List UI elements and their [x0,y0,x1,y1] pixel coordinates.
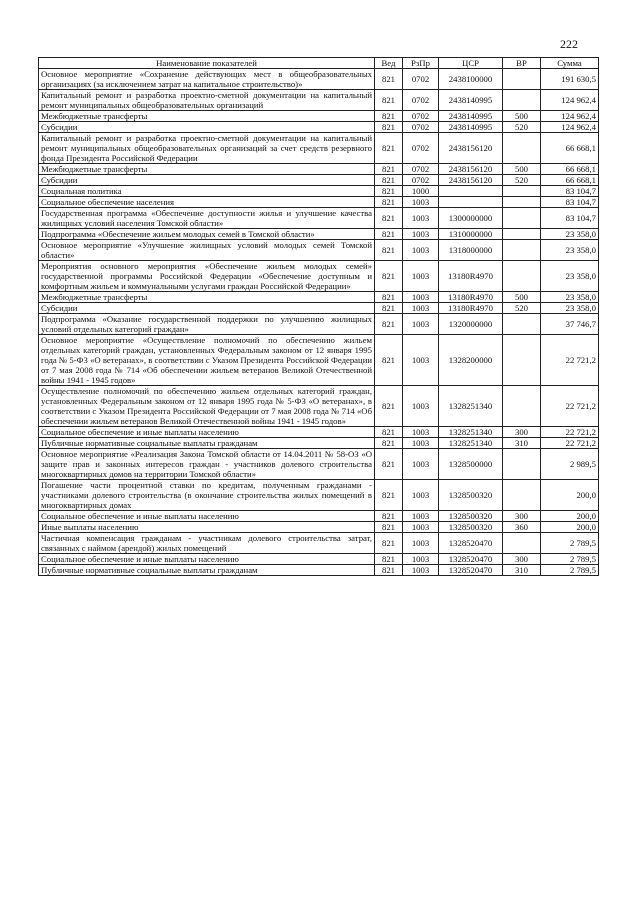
cell-csr: 1328251340 [439,427,503,438]
cell-name: Иные выплаты населению [39,522,375,533]
cell-ved: 821 [375,229,403,240]
cell-rzpr: 0702 [403,122,439,133]
table-row [39,69,599,90]
cell-vr [503,335,541,386]
cell-name: Субсидии [39,303,375,314]
cell-sum: 22 721,2 [541,438,599,449]
header-csr: ЦСР [439,58,503,69]
cell-csr: 1328500320 [439,511,503,522]
cell-name: Основное мероприятие «Улучшение жилищных условий молодых семей Томской области» [39,240,375,261]
table-row [39,565,599,576]
cell-ved: 821 [375,261,403,292]
cell-ved: 821 [375,449,403,480]
cell-rzpr: 1003 [403,261,439,292]
cell-name: Подпрограмма «Обеспечение жильем молодых семей в Томской области» [39,229,375,240]
cell-rzpr: 1003 [403,427,439,438]
cell-ved: 821 [375,511,403,522]
cell-sum: 23 358,0 [541,229,599,240]
cell-csr: 1328251340 [439,438,503,449]
cell-name: Субсидии [39,175,375,186]
cell-rzpr: 0702 [403,111,439,122]
cell-csr: 2438156120 [439,133,503,164]
table-row [39,111,599,122]
cell-ved: 821 [375,554,403,565]
cell-csr: 1328500000 [439,449,503,480]
cell-ved: 821 [375,186,403,197]
cell-rzpr: 0702 [403,175,439,186]
cell-csr: 1328200000 [439,335,503,386]
cell-name: Социальное обеспечение и иные выплаты населению [39,554,375,565]
cell-rzpr: 0702 [403,69,439,90]
cell-vr [503,240,541,261]
cell-rzpr: 1003 [403,240,439,261]
cell-rzpr: 1003 [403,208,439,229]
cell-name: Субсидии [39,122,375,133]
table-row [39,90,599,111]
cell-ved: 821 [375,240,403,261]
table-row [39,175,599,186]
cell-vr [503,186,541,197]
cell-csr [439,186,503,197]
cell-vr [503,229,541,240]
cell-sum: 83 104,7 [541,186,599,197]
table-row [39,197,599,208]
cell-vr [503,208,541,229]
cell-sum: 22 721,2 [541,335,599,386]
table-row [39,533,599,554]
cell-name: Подпрограмма «Оказание государственной поддержки по улучшению жилищных условий отдельных категорий граждан» [39,314,375,335]
header-rzpr: РзПр [403,58,439,69]
cell-csr: 1328500320 [439,480,503,511]
cell-csr: 1320000000 [439,314,503,335]
header-vr: ВР [503,58,541,69]
cell-csr: 2438140995 [439,122,503,133]
cell-sum: 2 789,5 [541,554,599,565]
cell-ved: 821 [375,175,403,186]
cell-sum: 66 668,1 [541,164,599,175]
cell-csr: 1300000000 [439,208,503,229]
cell-name: Капитальный ремонт и разработка проектно-сметной документации на капитальный ремонт муниципальных общеобразовательных организаций за счет средств резервного фонда Президента Российской Федерации [39,133,375,164]
cell-ved: 821 [375,208,403,229]
cell-vr [503,449,541,480]
cell-vr: 520 [503,175,541,186]
cell-ved: 821 [375,522,403,533]
cell-name: Социальное обеспечение населения [39,197,375,208]
cell-csr: 2438140995 [439,90,503,111]
cell-rzpr: 1003 [403,480,439,511]
cell-sum: 66 668,1 [541,175,599,186]
table-row [39,522,599,533]
table-row [39,229,599,240]
cell-vr [503,133,541,164]
cell-ved: 821 [375,292,403,303]
cell-rzpr: 1003 [403,229,439,240]
cell-sum: 23 358,0 [541,292,599,303]
cell-rzpr: 1003 [403,533,439,554]
cell-vr: 360 [503,522,541,533]
cell-csr: 1328251340 [439,386,503,427]
cell-vr: 300 [503,511,541,522]
cell-ved: 821 [375,386,403,427]
cell-vr [503,314,541,335]
cell-ved: 821 [375,133,403,164]
table-row [39,438,599,449]
cell-sum: 23 358,0 [541,240,599,261]
cell-vr: 520 [503,122,541,133]
table-row [39,314,599,335]
cell-csr: 2438140995 [439,111,503,122]
cell-vr [503,533,541,554]
cell-name: Государственная программа «Обеспечение доступности жилья и улучшение качества жилищных условий населения Томской области» [39,208,375,229]
header-ved: Вед [375,58,403,69]
cell-sum: 37 746,7 [541,314,599,335]
cell-sum: 83 104,7 [541,208,599,229]
cell-vr [503,90,541,111]
cell-vr: 500 [503,111,541,122]
table-row [39,449,599,480]
cell-name: Осуществление полномочий по обеспечению жильем отдельных категорий граждан, установленных Федеральным законом от 12 января 1995 года № 5-ФЗ «О ветеранах», в соответствии с Указом Президента Российской Федерации от 7 мая 2008 года № 714 «Об обеспечении жильем ветеранов Великой Отечественной войны 1941 - 1945 годов» [39,386,375,427]
cell-name: Основное мероприятие «Осуществление полномочий по обеспечению жильем отдельных категорий граждан, установленных Федеральным законом от 12 января 1995 года № 5-ФЗ «О ветеранах», в соответствии с Указом Президента Российской Федерации от 7 мая 2008 года № 714 «Об обеспечении жильем ветеранов Великой Отечественной войны 1941 - 1945 годов» [39,335,375,386]
table-row [39,208,599,229]
table-row [39,261,599,292]
cell-vr: 310 [503,438,541,449]
cell-csr: 13180R4970 [439,303,503,314]
cell-rzpr: 1003 [403,335,439,386]
cell-name: Межбюджетные трансферты [39,164,375,175]
cell-csr: 2438156120 [439,164,503,175]
cell-name: Межбюджетные трансферты [39,292,375,303]
cell-csr: 1328520470 [439,533,503,554]
table-row [39,386,599,427]
table-row [39,240,599,261]
cell-name: Публичные нормативные социальные выплаты гражданам [39,565,375,576]
cell-rzpr: 1003 [403,565,439,576]
cell-sum: 66 668,1 [541,133,599,164]
cell-rzpr: 1000 [403,186,439,197]
cell-ved: 821 [375,565,403,576]
table-row [39,554,599,565]
cell-sum: 124 962,4 [541,111,599,122]
cell-ved: 821 [375,197,403,208]
table-row [39,303,599,314]
cell-rzpr: 1003 [403,314,439,335]
cell-csr: 1328500320 [439,522,503,533]
cell-name: Публичные нормативные социальные выплаты гражданам [39,438,375,449]
cell-vr [503,480,541,511]
cell-vr: 500 [503,292,541,303]
cell-ved: 821 [375,533,403,554]
budget-table [38,57,599,576]
cell-csr [439,197,503,208]
cell-sum: 124 962,4 [541,122,599,133]
cell-vr [503,261,541,292]
cell-name: Социальное обеспечение и иные выплаты населению [39,511,375,522]
cell-vr [503,197,541,208]
cell-name: Социальное обеспечение и иные выплаты населению [39,427,375,438]
cell-csr: 13180R4970 [439,292,503,303]
cell-vr [503,69,541,90]
cell-csr: 1318000000 [439,240,503,261]
table-row [39,427,599,438]
cell-ved: 821 [375,111,403,122]
cell-vr: 310 [503,565,541,576]
cell-sum: 191 630,5 [541,69,599,90]
cell-name: Основное мероприятие «Реализация Закона Томской области от 14.04.2011 № 58-ОЗ «О защите прав и законных интересов граждан - участников долевого строительства многоквартирных домов на территории Томской области» [39,449,375,480]
cell-vr: 520 [503,303,541,314]
cell-rzpr: 0702 [403,133,439,164]
table-header-row [39,58,599,69]
cell-vr: 300 [503,427,541,438]
table-row [39,164,599,175]
cell-sum: 22 721,2 [541,386,599,427]
page-number: 222 [560,37,578,51]
table-row [39,186,599,197]
cell-vr [503,386,541,427]
cell-sum: 22 721,2 [541,427,599,438]
cell-rzpr: 1003 [403,197,439,208]
cell-csr: 1310000000 [439,229,503,240]
cell-sum: 2 989,5 [541,449,599,480]
cell-rzpr: 1003 [403,292,439,303]
cell-sum: 23 358,0 [541,261,599,292]
table-row [39,133,599,164]
cell-name: Капитальный ремонт и разработка проектно-сметной документации на капитальный ремонт муниципальных общеобразовательных организаций [39,90,375,111]
cell-sum: 23 358,0 [541,303,599,314]
header-sum: Сумма [541,58,599,69]
cell-ved: 821 [375,480,403,511]
cell-ved: 821 [375,164,403,175]
table-row [39,511,599,522]
cell-csr: 2438100000 [439,69,503,90]
cell-ved: 821 [375,314,403,335]
cell-name: Частичная компенсация гражданам - участникам долевого строительства затрат, связанных с наймом (арендой) жилых помещений [39,533,375,554]
table-row [39,292,599,303]
cell-rzpr: 0702 [403,164,439,175]
cell-rzpr: 1003 [403,522,439,533]
cell-rzpr: 1003 [403,438,439,449]
cell-sum: 124 962,4 [541,90,599,111]
cell-ved: 821 [375,427,403,438]
cell-csr: 1328520470 [439,554,503,565]
cell-ved: 821 [375,335,403,386]
cell-ved: 821 [375,69,403,90]
cell-sum: 200,0 [541,480,599,511]
cell-vr: 500 [503,164,541,175]
cell-ved: 821 [375,122,403,133]
cell-name: Основное мероприятие «Сохранение действующих мест в общеобразовательных организациях (за исключением затрат на капитальное строительство)» [39,69,375,90]
cell-csr: 1328520470 [439,565,503,576]
cell-rzpr: 0702 [403,90,439,111]
cell-csr: 2438156120 [439,175,503,186]
table-row [39,335,599,386]
cell-rzpr: 1003 [403,449,439,480]
cell-csr: 13180R4970 [439,261,503,292]
cell-sum: 2 789,5 [541,565,599,576]
table-row [39,480,599,511]
cell-name: Погашение части процентной ставки по кредитам, полученным гражданами - участниками долевого строительства (в окончание строительства жилых помещений в многоквартирных домах [39,480,375,511]
cell-ved: 821 [375,438,403,449]
cell-ved: 821 [375,303,403,314]
cell-name: Межбюджетные трансферты [39,111,375,122]
cell-name: Социальная политика [39,186,375,197]
cell-rzpr: 1003 [403,511,439,522]
table-row [39,122,599,133]
cell-ved: 821 [375,90,403,111]
cell-sum: 200,0 [541,522,599,533]
cell-rzpr: 1003 [403,303,439,314]
cell-sum: 2 789,5 [541,533,599,554]
header-name: Наименование показателей [39,58,375,69]
cell-rzpr: 1003 [403,386,439,427]
cell-sum: 83 104,7 [541,197,599,208]
cell-name: Мероприятия основного мероприятия «Обеспечение жильем молодых семей» государственной программы Российской Федерации «Обеспечение доступным и комфортным жильем и коммунальными услугами граждан Российской Федерации» [39,261,375,292]
cell-rzpr: 1003 [403,554,439,565]
cell-vr: 300 [503,554,541,565]
cell-sum: 200,0 [541,511,599,522]
